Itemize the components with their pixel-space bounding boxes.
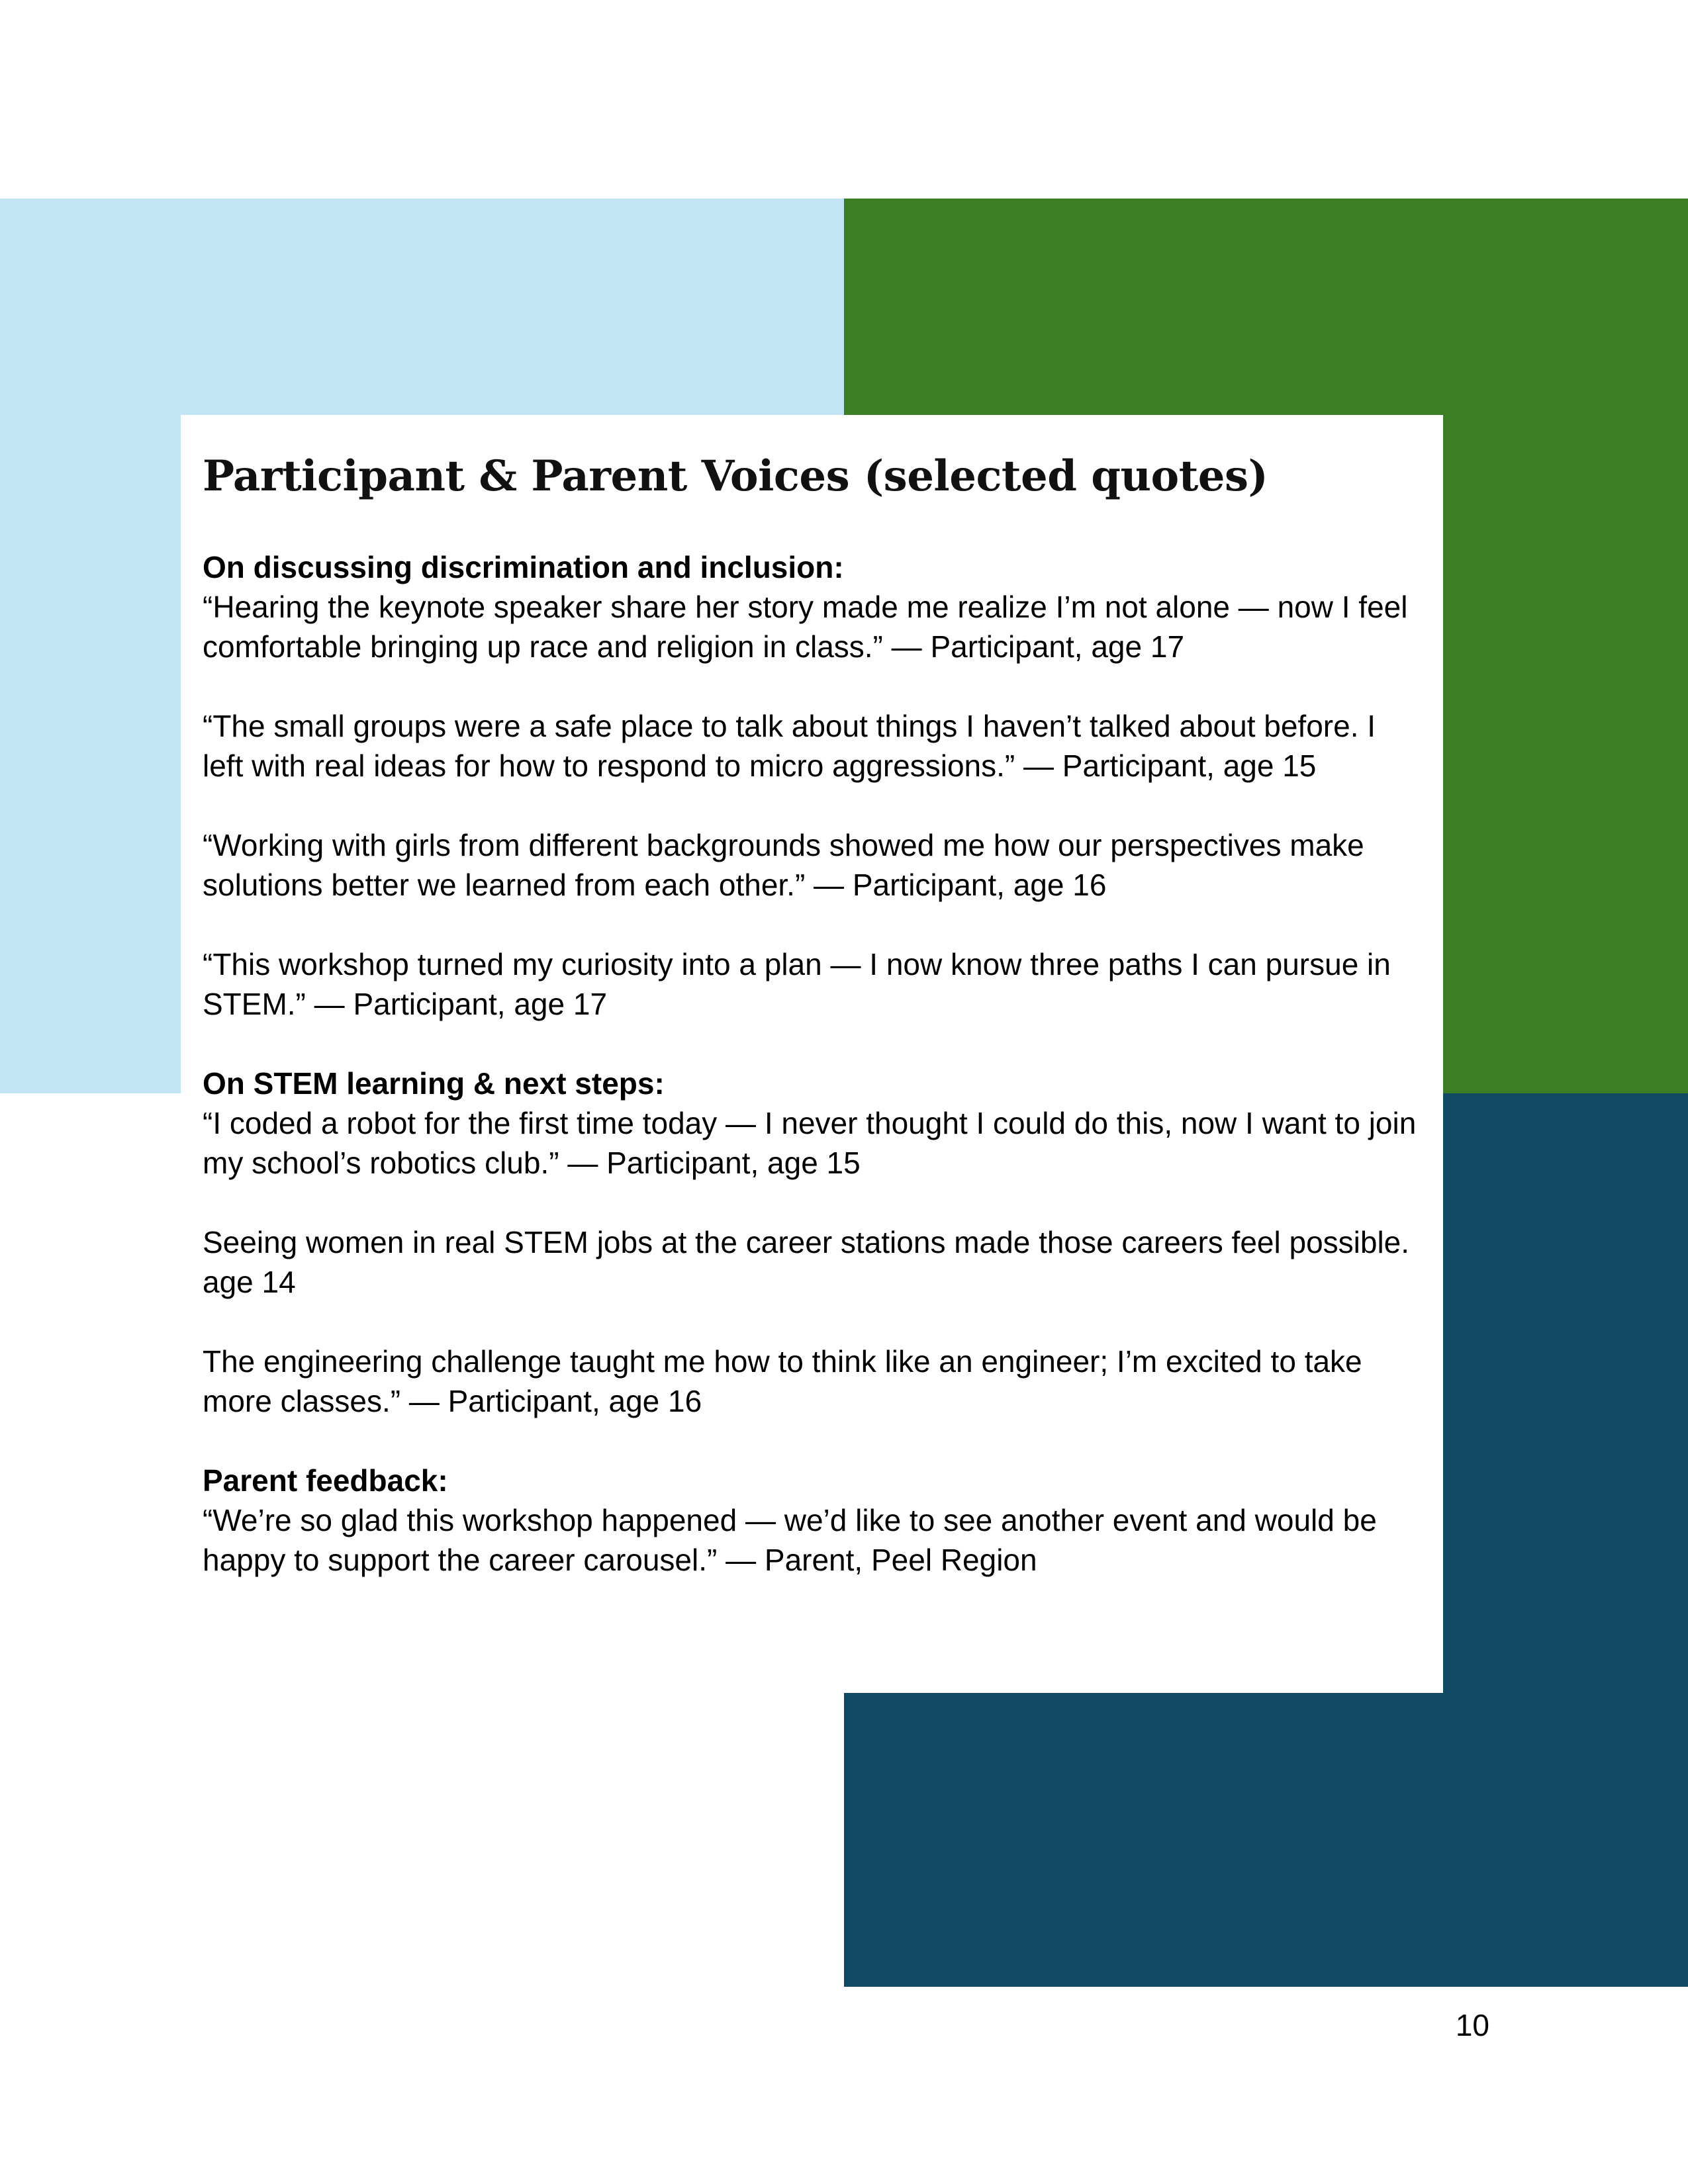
quote: “Working with girls from different backgrounds showed me how our perspectives make solutions better we learned from each other.” — Participant, age 16	[203, 827, 1364, 902]
section-discrimination-inclusion	[203, 547, 1417, 1024]
quote: “Hearing the keynote speaker share her story made me realize I’m not alone — now I feel comfortable bringing up race and religion in class.” — Participant, age 17	[203, 589, 1408, 664]
quote: “This workshop turned my curiosity into a plan — I now know three paths I can pursue in STEM.” — Participant, age 17	[203, 946, 1391, 1021]
section-heading: Parent feedback:	[203, 1463, 448, 1498]
quote: The engineering challenge taught me how to think like an engineer; I’m excited to take more classes.” — Participant, age 16	[203, 1343, 1362, 1418]
page-number: 10	[1455, 2008, 1489, 2042]
section-stem-learning	[203, 1064, 1417, 1421]
quotes-card	[181, 415, 1443, 1693]
quote: “We’re so glad this workshop happened — we’d like to see another event and would be happy to support the career carousel.” — Parent, Peel Region	[203, 1502, 1377, 1577]
quote: Seeing women in real STEM jobs at the career stations made those careers feel possible. age 14	[203, 1224, 1410, 1299]
section-heading: On discussing discrimination and inclusion:	[203, 549, 844, 584]
section-heading: On STEM learning & next steps:	[203, 1066, 665, 1101]
quote: “The small groups were a safe place to talk about things I haven’t talked about before. I left with real ideas for how to respond to micro aggressions.” — Participant, age 15	[203, 708, 1376, 783]
quote: “I coded a robot for the first time today — I never thought I could do this, now I want to join my school’s robotics club.” — Participant, age 15	[203, 1105, 1417, 1180]
section-parent-feedback	[203, 1461, 1417, 1580]
page-title: Participant & Parent Voices (selected quotes)	[203, 451, 1268, 501]
